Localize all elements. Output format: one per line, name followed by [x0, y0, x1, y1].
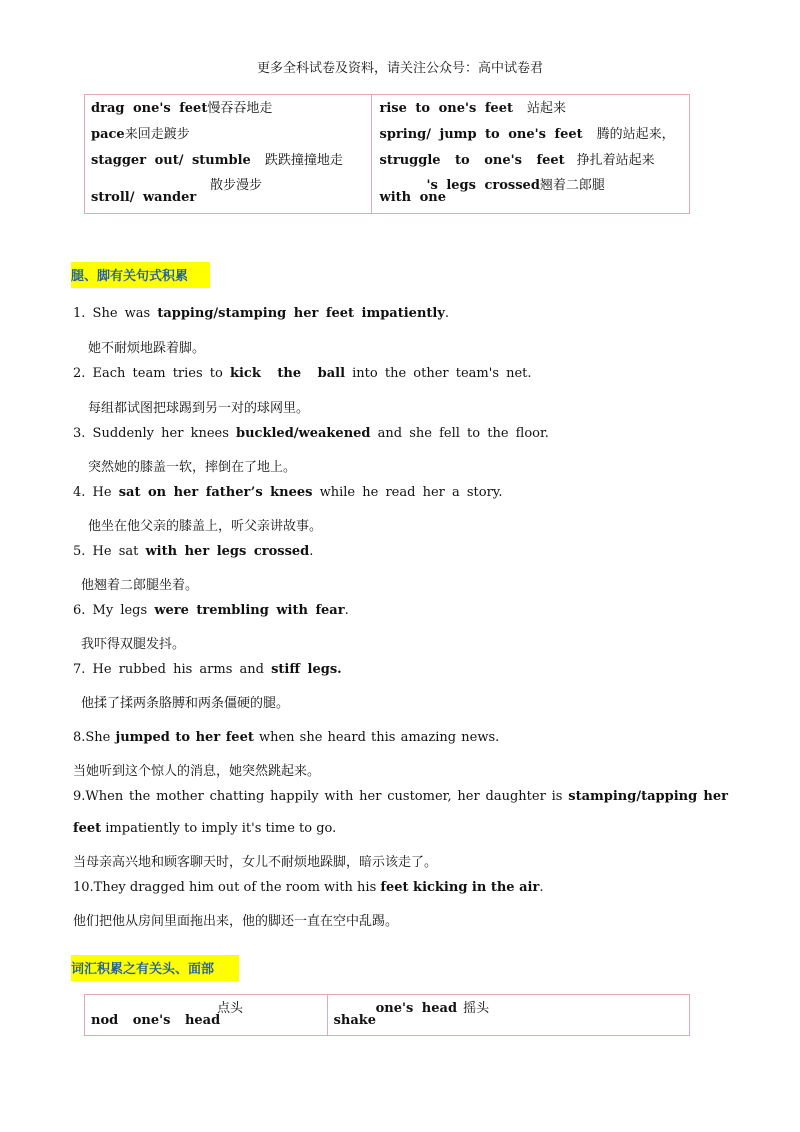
vocab-entry: pace来回走踱步: [91, 127, 190, 142]
sentence-2: 2. Each team tries to kick the ball into the other team's net.: [73, 366, 532, 381]
sentence-1-translation: 她不耐烦地跺着脚。: [88, 341, 206, 356]
vocab-entry: one's head 摇头: [375, 1001, 490, 1016]
vocab-entry: struggle to one's feet 挣扎着站起来: [379, 153, 655, 168]
sentence-2-translation: 每组都试图把球踢到另一对的球网里。: [88, 401, 310, 416]
sentence-7-translation: 他揉了揉两条胳膊和两条僵硬的腿。: [81, 696, 290, 711]
sentence-4: 4. He sat on her father’s knees while he read her a story.: [73, 485, 503, 500]
sentence-1: 1. She was tapping/stamping her feet impatiently.: [73, 306, 450, 321]
sentence-7: 7. He rubbed his arms and stiff legs.: [73, 662, 342, 677]
feet-vocab-table: [84, 94, 690, 214]
vocab-entry-en: with one: [379, 190, 447, 205]
vocab-cell-right: [371, 95, 689, 214]
vocab-cell-left: [85, 95, 372, 214]
vocab-cell-left: [85, 995, 328, 1036]
vocab-entry: 's legs crossed翘着二郎腿: [426, 178, 605, 193]
sentence-10: 10.They dragged him out of the room with his feet kicking in the air.: [73, 880, 544, 895]
vocab-cell-right: [327, 995, 689, 1036]
sentence-3-translation: 突然她的膝盖一软，摔倒在了地上。: [88, 460, 297, 475]
vocab-entry-en: nod one's head: [91, 1013, 221, 1028]
sentence-3: 3. Suddenly her knees buckled/weakened and she fell to the floor.: [73, 426, 549, 441]
page-header: 更多全科试卷及资料，请关注公众号：高中试卷君: [256, 61, 543, 76]
vocab-entry: drag one's feet慢吞吞地走: [91, 101, 273, 116]
sentence-9-line-1: 9.When the mother chatting happily with her customer, her daughter is stamping/tapping her: [73, 789, 728, 804]
head-vocab-table: [84, 994, 690, 1036]
vocab-entry-en: shake: [333, 1013, 377, 1028]
vocab-entry: stagger out/ stumble 跌跌撞撞地走: [91, 153, 343, 168]
sentence-5-translation: 他翘着二郎腿坐着。: [81, 578, 199, 593]
vocab-entry-cn: 点头: [217, 1001, 244, 1016]
sentence-6: 6. My legs were trembling with fear.: [73, 603, 349, 618]
vocab-entry: spring/ jump to one's feet 腾的站起来，: [379, 127, 675, 142]
sentence-5: 5. He sat with her legs crossed.: [73, 544, 314, 559]
sentence-9-translation: 当母亲高兴地和顾客聊天时，女儿不耐烦地跺脚，暗示该走了。: [73, 855, 438, 870]
sentence-9-line-2: feet impatiently to imply it's time to go.: [73, 821, 337, 836]
sentence-8: 8.She jumped to her feet when she heard this amazing news.: [73, 730, 500, 745]
vocab-entry-en: stroll/ wander: [91, 190, 197, 205]
section-heading-head-face: 词汇积累之有关头、面部: [71, 955, 239, 981]
vocab-entry: rise to one's feet 站起来: [379, 101, 566, 116]
sentence-6-translation: 我吓得双腿发抖。: [81, 637, 186, 652]
sentence-4-translation: 他坐在他父亲的膝盖上，听父亲讲故事。: [88, 519, 323, 534]
sentence-10-translation: 他们把他从房间里面拖出来，他的脚还一直在空中乱踢。: [73, 914, 399, 929]
vocab-entry-cn: 散步漫步: [210, 178, 263, 193]
sentence-8-translation: 当她听到这个惊人的消息，她突然跳起来。: [73, 764, 321, 779]
section-heading-legs-feet: 腿、脚有关句式积累: [71, 262, 210, 288]
